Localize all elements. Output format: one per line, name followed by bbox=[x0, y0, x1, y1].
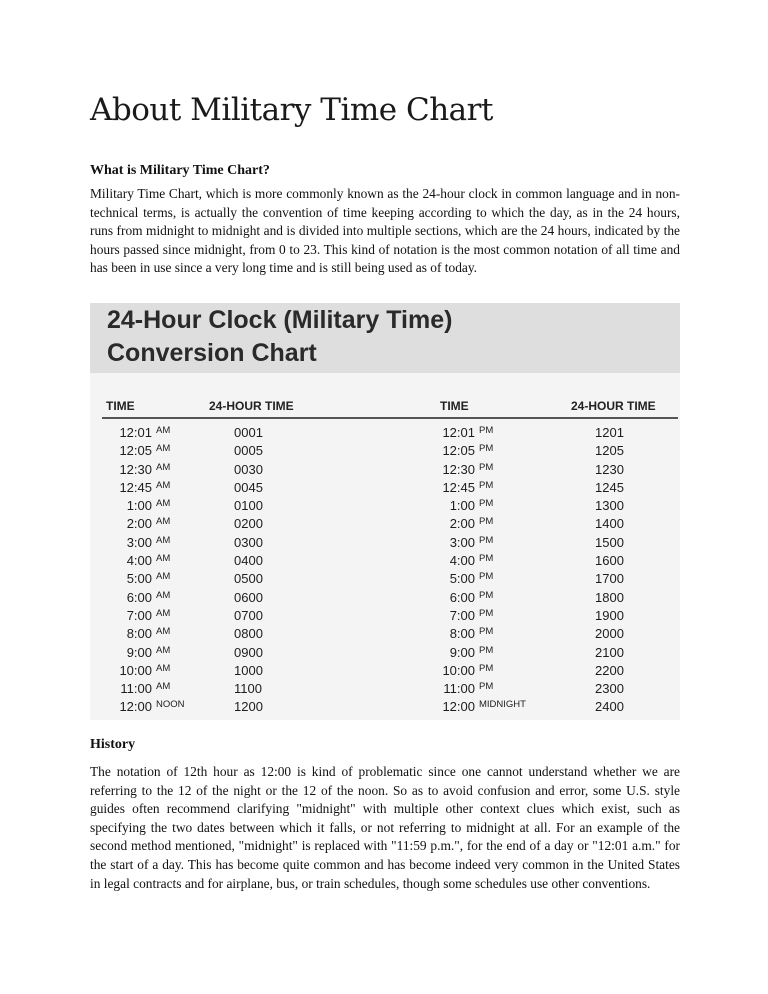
cell-time-am: 5:00 bbox=[126, 571, 152, 587]
table-row bbox=[90, 496, 680, 514]
table-row bbox=[90, 661, 680, 679]
cell-military-am: 0900 bbox=[234, 644, 263, 660]
cell-military-pm: 1600 bbox=[595, 553, 624, 569]
cell-period-pm: PM bbox=[479, 461, 494, 473]
cell-period-pm: PM bbox=[479, 589, 494, 601]
section-heading-history: History bbox=[90, 737, 136, 752]
cell-period-pm: PM bbox=[479, 516, 494, 528]
cell-period-pm: PM bbox=[479, 681, 494, 693]
cell-military-pm: 2100 bbox=[595, 644, 624, 660]
cell-time-am: 12:30 bbox=[119, 461, 152, 477]
cell-period-pm: PM bbox=[479, 626, 494, 638]
cell-time-pm: 3:00 bbox=[449, 534, 475, 550]
header-divider bbox=[102, 417, 678, 419]
cell-military-pm: 1230 bbox=[595, 461, 624, 477]
table-row bbox=[90, 679, 680, 697]
cell-military-am: 0100 bbox=[234, 498, 263, 514]
cell-military-pm: 1500 bbox=[595, 534, 624, 550]
cell-period-pm: PM bbox=[479, 644, 494, 656]
cell-military-am: 0005 bbox=[234, 443, 263, 459]
cell-military-am: 0400 bbox=[234, 553, 263, 569]
cell-time-am: 4:00 bbox=[126, 553, 152, 569]
table-row bbox=[90, 569, 680, 587]
cell-military-pm: 1245 bbox=[595, 479, 624, 495]
cell-period-am: AM bbox=[156, 681, 171, 693]
cell-military-pm: 2400 bbox=[595, 699, 624, 715]
column-header-time-pm: TIME bbox=[440, 399, 469, 413]
cell-time-pm: 6:00 bbox=[449, 589, 475, 605]
table-row bbox=[90, 533, 680, 551]
table-row bbox=[90, 460, 680, 478]
cell-military-am: 1100 bbox=[234, 681, 262, 697]
cell-time-am: 7:00 bbox=[126, 607, 152, 623]
cell-time-pm: 4:00 bbox=[449, 553, 475, 569]
cell-military-am: 0045 bbox=[234, 479, 263, 495]
column-header-time-am: TIME bbox=[106, 399, 135, 413]
cell-period-pm: PM bbox=[479, 553, 494, 565]
table-row bbox=[90, 606, 680, 624]
cell-period-am: AM bbox=[156, 498, 171, 510]
cell-military-am: 1000 bbox=[234, 662, 263, 678]
cell-time-pm: 12:05 bbox=[442, 443, 475, 459]
page-title: About Military Time Chart bbox=[90, 92, 493, 128]
cell-military-pm: 1900 bbox=[595, 607, 624, 623]
cell-military-pm: 1205 bbox=[595, 443, 624, 459]
section-heading-what-is: What is Military Time Chart? bbox=[90, 163, 270, 178]
cell-period-pm: PM bbox=[479, 425, 494, 436]
cell-period-am: AM bbox=[156, 461, 171, 473]
cell-period-pm: PM bbox=[479, 498, 494, 510]
cell-period-am: AM bbox=[156, 425, 171, 436]
table-row bbox=[90, 551, 680, 569]
cell-time-pm: 11:00 bbox=[443, 681, 475, 697]
cell-military-pm: 2300 bbox=[595, 681, 624, 697]
cell-time-am: 10:00 bbox=[119, 662, 152, 678]
cell-period-am: AM bbox=[156, 479, 171, 491]
cell-period-pm: PM bbox=[479, 479, 494, 491]
cell-period-am: AM bbox=[156, 553, 171, 565]
cell-period-pm: MIDNIGHT bbox=[479, 699, 526, 711]
cell-military-am: 0030 bbox=[234, 461, 263, 477]
table-row bbox=[90, 588, 680, 606]
table-row bbox=[90, 441, 680, 459]
cell-time-pm: 9:00 bbox=[449, 644, 475, 660]
cell-period-pm: PM bbox=[479, 571, 494, 583]
cell-military-pm: 1700 bbox=[595, 571, 624, 587]
cell-time-pm: 12:00 bbox=[442, 699, 475, 715]
cell-time-am: 12:01 bbox=[119, 425, 152, 440]
cell-period-am: AM bbox=[156, 589, 171, 601]
cell-military-am: 0300 bbox=[234, 534, 263, 550]
cell-period-pm: PM bbox=[479, 443, 494, 455]
cell-period-am: AM bbox=[156, 443, 171, 455]
cell-period-am: AM bbox=[156, 644, 171, 656]
conversion-chart-image bbox=[90, 303, 680, 720]
cell-military-am: 0500 bbox=[234, 571, 263, 587]
cell-military-am: 0700 bbox=[234, 607, 263, 623]
cell-time-pm: 12:45 bbox=[442, 479, 475, 495]
chart-title-line-2: Conversion Chart bbox=[107, 339, 317, 367]
cell-time-pm: 2:00 bbox=[449, 516, 475, 532]
cell-period-pm: PM bbox=[479, 662, 494, 674]
cell-period-pm: PM bbox=[479, 534, 494, 546]
cell-period-am: AM bbox=[156, 607, 171, 619]
cell-time-pm: 10:00 bbox=[442, 662, 475, 678]
cell-military-am: 0800 bbox=[234, 626, 263, 642]
cell-time-am: 1:00 bbox=[126, 498, 152, 514]
conversion-table-body bbox=[90, 423, 680, 716]
table-row bbox=[90, 423, 680, 441]
cell-time-pm: 8:00 bbox=[449, 626, 475, 642]
cell-military-pm: 2200 bbox=[595, 662, 624, 678]
table-row bbox=[90, 643, 680, 661]
cell-military-am: 0600 bbox=[234, 589, 263, 605]
cell-military-pm: 2000 bbox=[595, 626, 624, 642]
cell-time-am: 8:00 bbox=[126, 626, 152, 642]
cell-time-am: 12:45 bbox=[119, 479, 152, 495]
cell-military-pm: 1400 bbox=[595, 516, 624, 532]
cell-time-pm: 7:00 bbox=[449, 607, 475, 623]
cell-period-am: AM bbox=[156, 662, 171, 674]
cell-time-am: 6:00 bbox=[126, 589, 152, 605]
cell-military-pm: 1300 bbox=[595, 498, 624, 514]
cell-military-pm: 1800 bbox=[595, 589, 624, 605]
cell-time-pm: 1:00 bbox=[449, 498, 475, 514]
cell-period-pm: PM bbox=[479, 607, 494, 619]
cell-period-am: AM bbox=[156, 626, 171, 638]
cell-time-pm: 12:30 bbox=[442, 461, 475, 477]
cell-time-pm: 12:01 bbox=[442, 425, 475, 440]
table-row bbox=[90, 624, 680, 642]
column-header-24h-pm: 24-HOUR TIME bbox=[571, 399, 656, 413]
cell-time-am: 9:00 bbox=[126, 644, 152, 660]
cell-time-am: 12:00 bbox=[119, 699, 152, 715]
cell-military-am: 0001 bbox=[234, 425, 263, 440]
cell-military-pm: 1201 bbox=[595, 425, 624, 440]
chart-title-line-1: 24-Hour Clock (Military Time) bbox=[107, 306, 453, 334]
table-row bbox=[90, 478, 680, 496]
table-row bbox=[90, 697, 680, 715]
cell-time-am: 12:05 bbox=[119, 443, 152, 459]
cell-military-am: 0200 bbox=[234, 516, 263, 532]
cell-period-am: AM bbox=[156, 516, 171, 528]
cell-time-am: 2:00 bbox=[126, 516, 152, 532]
cell-time-am: 3:00 bbox=[126, 534, 152, 550]
table-row bbox=[90, 514, 680, 532]
section-paragraph-what-is: Military Time Chart, which is more commonly known as the 24-hour clock in common language and in non-technical terms, is actually the convention of time keeping according to which the day, as in the 24 hours, runs from midnight to midnight and is divided into multiple sections, which are the 24 hours, indicated by the hours passed since midnight, from 0 to 23. This kind of notation is the most common notation of all time and has been in use since a very long time and is still being used as of today. bbox=[90, 186, 680, 276]
cell-time-pm: 5:00 bbox=[449, 571, 475, 587]
cell-period-am: NOON bbox=[156, 699, 185, 711]
cell-period-am: AM bbox=[156, 571, 171, 583]
cell-military-am: 1200 bbox=[234, 699, 263, 715]
column-header-24h-am: 24-HOUR TIME bbox=[209, 399, 294, 413]
section-paragraph-history: The notation of 12th hour as 12:00 is kind of problematic since one cannot understand whether we are referring to the 12 of the night or the 12 of the noon. So as to avoid confusion and error, some U.S. style guides often recommend clarifying "midnight" with multiple other context clues which exist, such as specifying the two dates between which it falls, or not referring to midnight at all. For an example of the second method mentioned, "midnight" is replaced with "11:59 p.m.", for the end of a day or "12:01 a.m." for the start of a day. This has become quite common and has become indeed very common in the United States in legal contracts and for airplane, bus, or train schedules, though some schedules use other conventions. bbox=[90, 764, 680, 891]
cell-period-am: AM bbox=[156, 534, 171, 546]
cell-time-am: 11:00 bbox=[120, 681, 152, 697]
